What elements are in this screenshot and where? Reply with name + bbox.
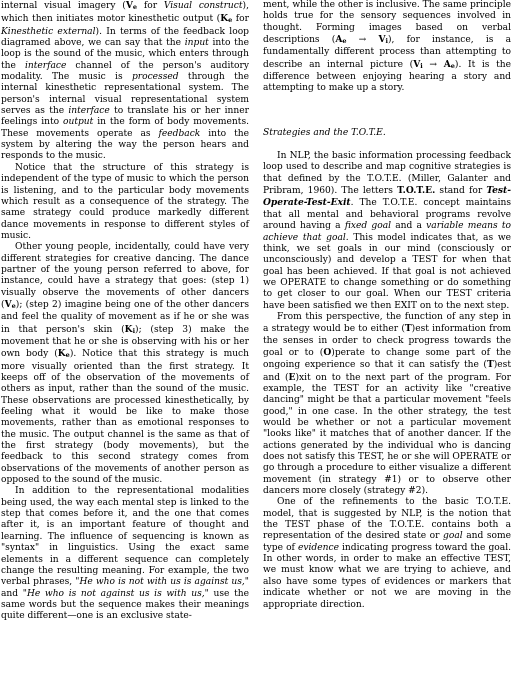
text-run: ); (step 3) make the movement that he or she is observing with his or her own body ( [1,324,249,360]
emphasis-run: V [413,58,421,70]
text-run: → [346,35,379,46]
text-run: in the form of body movements. These movements operate as [1,117,249,139]
emphasis-run: interface [68,106,110,117]
right-paragraph-1 [263,0,511,95]
text-run: to translate his or her inner feelings into [1,106,249,128]
emphasis-run: e [132,3,138,11]
emphasis-run: V [125,0,133,11]
emphasis-run: processed [131,72,179,83]
text-run: → [422,59,444,70]
text-run: ). In terms of the feedback loop diagramed above, we can say that the [1,26,249,49]
text-run: internal visual imagery ( [1,1,126,11]
text-run: ); (step 2) imagine being one of the other dancers and feel the quality of movement as if he or she was in that person's skin ( [1,299,249,335]
text-run: channel of the person's auditory modality. The music is [1,60,249,83]
emphasis-run: i [132,326,136,335]
emphasis-run: K [124,323,133,335]
text-run: )perate to change some part of the ongoing experience so that it can satisfy the ( [263,347,511,371]
emphasis-run: e [65,351,70,360]
text-run: for [232,14,249,25]
emphasis-run: T [486,359,494,371]
emphasis-run: e [228,16,233,25]
text-run: . The T.O.T.E. concept maintains that all mental and behavioral programs revolve around having a [263,198,511,232]
text-run: into the system by altering the way the person hears and responds to the music. [1,128,249,162]
text-run: Notice that the structure of this strategy is independent of the type of music to which the person is listening, and to the particular body movements which result as a consequence of the strategy. The same strategy could produce markedly different dance movements in response to different styles of music. [1,162,249,241]
emphasis-run: "He who is not against us is with us," [22,588,209,599]
emphasis-run: K [57,348,66,360]
text-run: ). It is the difference between enjoying hearing a story and attempting to make up a story. [263,59,511,94]
emphasis-run: Test-Operate-Test-Exit [263,185,511,209]
emphasis-run: Kinesthetic external [1,26,96,37]
right-paragraph-2 [263,151,511,312]
text-run: Other young people, incidentally, could have very different strategies for creative dancing. The dance partner of the young person referred to above, for instance, could have a strategy that goes: (step 1) visually observe the movements of other dancers ( [1,242,249,310]
text-run: and [1,588,23,599]
emphasis-run: V [4,298,12,310]
emphasis-run: Visual construct [163,1,243,11]
text-run: . This model indicates that, as we think, we set goals in our mind (consciously or unconsciously) and develop a TEST for when that goal has been achieved. If that goal is not achieved we OPERATE to change something or do something to get closer to our goal. When our TEST criteria have been satisfied we then EXIT on to the next step. [263,232,511,311]
emphasis-run: E [288,371,296,383]
emphasis-run: output [63,117,94,128]
text-run: ment, while the other is inclusive. The same principle holds true for the sensory sequences involved in thought. Forming images based on verbal descriptions ( [263,0,511,46]
emphasis-run: e [342,37,347,46]
text-run: and some type of [263,531,511,553]
text-run: through the internal kinesthetic representational system. The person's internal visual representational system serves as the [1,72,249,117]
text-run: use the same words but the sequence makes their meanings quite different—one is an exclusive state- [1,588,249,622]
left-paragraph-4 [1,486,249,622]
emphasis-run: K [220,13,229,25]
text-run: and a [391,221,427,232]
right-column [263,0,511,611]
emphasis-run: A [443,58,451,70]
emphasis-run: goal [443,531,463,542]
text-run: ), for instance, is a fundamentally different process than attempting to describe an internal picture ( [263,35,511,70]
emphasis-run: i [385,37,388,46]
text-run: One of the refinements to the basic T.O.T.E. model, that is suggested by NLP, is the notion that the TEST phase of the T.O.T.E. contains both a representation of the desired state or [263,497,511,542]
emphasis-run: O [323,346,332,358]
emphasis-run: evidence [297,542,339,553]
text-run: for [137,1,164,11]
text-run: In NLP, the basic information processing feedback loop used to describe and map cognitive strategies is that defined by the T.O.T.E. (Miller, Galanter and Pribram, 1960). The letters [263,151,511,197]
emphasis-run: feedback [158,128,201,139]
emphasis-run: T.O.T.E. [397,185,436,197]
text-run: From this perspective, the function of any step in a strategy would be to either ( [263,311,511,335]
emphasis-run: fixed goal [344,221,392,232]
emphasis-run: i [420,61,423,70]
text-run: stand for [435,186,487,197]
text-run: indicating progress toward the goal. In other words, in order to make an effective TEST, we must know what we are trying to achieve, and also have some types of evidences or markers that indicate whether or not we are moving in the appropriate direction. [263,542,511,610]
emphasis-run: interface [24,60,67,71]
text-run: )est information from the senses in order to check progress towards the goal or to ( [263,324,511,358]
left-paragraph-1 [1,0,249,163]
left-column [1,0,249,623]
section-heading: Strategies and the T.O.T.E. [263,127,386,138]
emphasis-run: variable means to achieve that goal [263,221,511,243]
emphasis-run: e [450,61,455,70]
right-paragraph-3 [263,312,511,498]
right-paragraph-4 [263,497,511,610]
emphasis-run: A [335,34,343,46]
emphasis-run: T [404,323,412,335]
text-run: into the loop is the sound of the music, which enters through the [1,38,249,71]
text-run: )xit on to the next part of the program. For example, the TEST for an activity like "creative dancing" might be that a particular movement "feels good," in one case. In the other strategy, the test would be whether or not a particular movement "looks like" it matches that of another dancer. If the actions generated by the individual who is dancing does not satisfy this TEST, he or she will OPERATE or go through a procedure to either visualize a different movement (in strategy #1) or to observe other dancers more closely (strategy #2). [263,372,511,497]
emphasis-run: V [378,34,386,46]
left-paragraph-3 [1,242,249,486]
emphasis-run: input [184,38,209,49]
text-run: ), which then initiates motor kinesthetic output ( [1,1,249,25]
text-run: )est and ( [263,360,511,383]
left-paragraph-2 [1,163,249,242]
section-spacer [263,95,511,117]
emphasis-run: "He who is not with us is against us," [75,577,249,588]
emphasis-run: e [11,301,16,310]
text-run: In addition to the representational modalities being used, the way each mental step is linked to the step that comes before it, and the one that comes after it, is an important feature of thought and learning. The influence of sequencing is known as "syntax" in linguistics. Using the exact same elements in a different sequence can completely change the resulting meaning. For example, the two verbal phrases, [1,486,249,588]
text-run: ). Notice that this strategy is much more visually oriented than the first strategy. It keeps off of the observation of the movements of others as input, rather than the sound of the music. These observations are processed kinesthetically, by feeling what it would be like to make those movements, rather than as emotional responses to the music. The output channel is the same as that of the first strategy (body movements), but the feedback to this second strategy comes from observations of the movements of another person as opposed to the sound of the music. [1,349,250,486]
